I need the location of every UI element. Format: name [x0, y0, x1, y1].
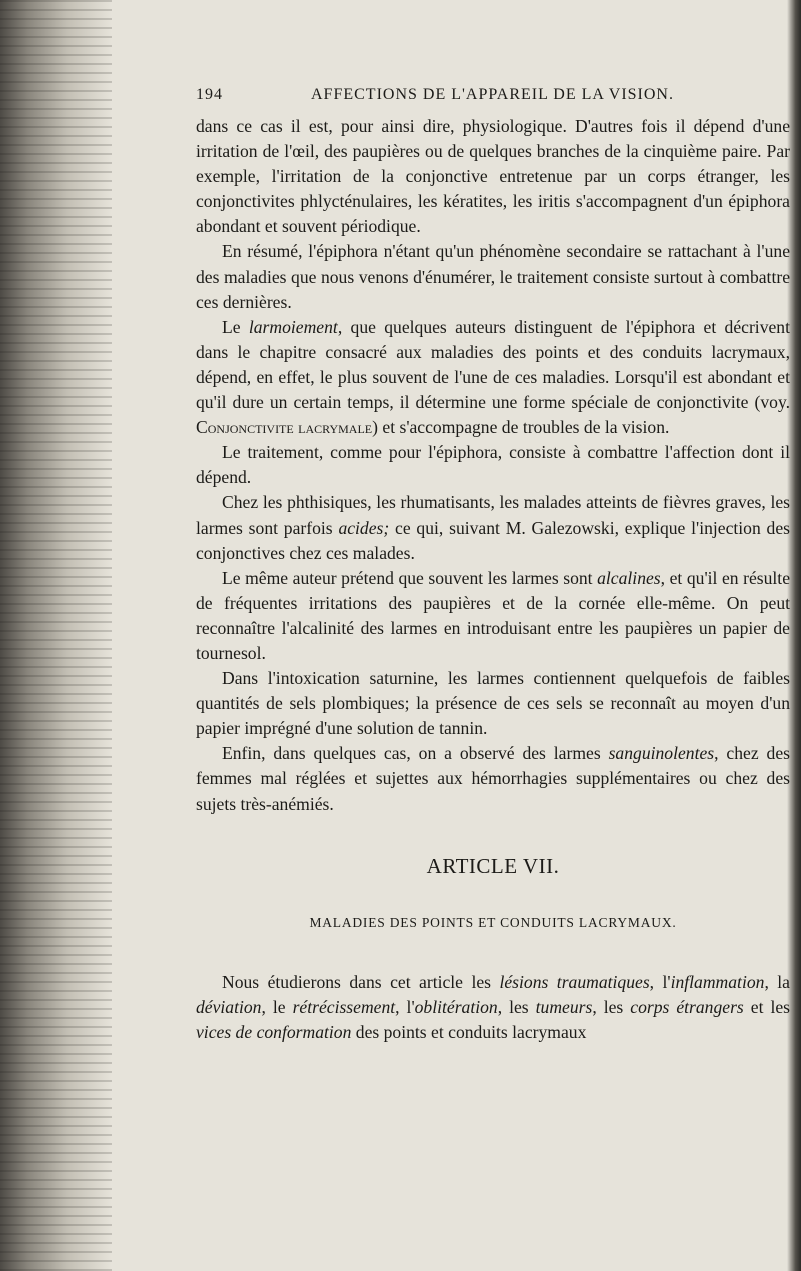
paragraph [196, 566, 790, 666]
italic-term: inflammation [670, 972, 765, 992]
paragraph [196, 440, 790, 490]
italic-term: oblitération [414, 997, 498, 1018]
paragraph [196, 490, 790, 565]
page-gutter-shadow [0, 0, 112, 1271]
italic-term: corps étrangers [630, 997, 744, 1018]
text-run: , la [764, 972, 790, 992]
text-run: En résumé, l'épiphora n'étant qu'un phénomène secondaire se rattachant à l'une des maladies que nous venons d'énumérer, le traitement consiste surtout à combattre ces dernières. [196, 241, 790, 312]
paragraph [196, 741, 790, 816]
text-run: , et qu'il en résulte de fréquentes irritations des paupières et de la cornée elle-même. On peut reconnaître l'alcalinité des larmes en introduisant entre les paupières un papier de tournesol. [196, 567, 790, 663]
italic-term: déviation [196, 997, 262, 1018]
paragraph [196, 114, 790, 239]
text-run: ce qui, suivant M. Galezowski, explique l'injection des conjonctives chez ces malades. [196, 517, 790, 563]
text-run: et les [743, 997, 791, 1018]
text-run: , l' [395, 997, 415, 1018]
text-run: , le [261, 997, 293, 1018]
text-run: Nous étudierons dans cet article les [222, 972, 500, 992]
text-run: Le [222, 316, 249, 337]
text-run: dans ce cas il est, pour ainsi dire, physiologique. D'autres fois il dépend d'une irritation de l'œil, des paupières ou de quelques branches de la cinquième paire. Par exemple, l'irritation de la conjonctive entretenue par un corps étranger, les conjonctivites phlycténulaires, les kératites, les iritis s'accompagnent d'un épiphora abondant et souvent périodique. [196, 116, 790, 237]
paragraph [196, 666, 790, 741]
text-run: ) et s'accompagne de troubles de la vision. [372, 417, 670, 438]
text-run: , l' [649, 972, 671, 992]
small-caps-reference: Conjonctivite lacrymale [196, 417, 373, 438]
running-title: AFFECTIONS DE L'APPAREIL DE LA VISION. [311, 86, 674, 103]
text-run: , que quelques auteurs distinguent de l'épiphora et décrivent dans le chapitre consacré aux maladies des points et des conduits lacrymaux, dépend, en effet, le plus souvent de l'une de ces maladies. Lorsqu'il est abondant et qu'il dure un certain temps, il détermine une forme spéciale de conjonctivite (voy. [196, 316, 790, 413]
main-text [196, 114, 790, 817]
italic-term: larmoiement [248, 316, 338, 337]
italic-term: acides; [338, 517, 390, 538]
text-run: Le traitement, comme pour l'épiphora, consiste à combattre l'affection dont il dépend. [196, 442, 790, 488]
italic-term: alcalines [597, 567, 661, 588]
text-run: , les [497, 997, 536, 1018]
text-run: Chez les phthisiques, les rhumatisants, les malades atteints de fièvres graves, les larmes sont parfois [196, 492, 790, 538]
text-run: , les [592, 997, 631, 1018]
text-run: , chez des femmes mal réglées et sujettes aux hémorrhagies supplémentaires ou chez des sujets très-anémiés. [196, 743, 790, 814]
italic-term: rétrécissement [292, 997, 396, 1018]
text-run: Le même auteur prétend que souvent les larmes sont [222, 567, 598, 588]
article-subtitle: MALADIES DES POINTS ET CONDUITS LACRYMAUX. [309, 915, 677, 930]
text-run: Enfin, dans quelques cas, on a observé des larmes [222, 743, 609, 764]
paragraph [196, 970, 790, 1045]
text-run: des points et conduits lacrymaux [351, 1022, 587, 1043]
paragraph [196, 315, 790, 440]
italic-term: vices de conformation [196, 1022, 352, 1043]
italic-term: tumeurs [535, 997, 593, 1018]
page-number: 194 [196, 86, 223, 103]
italic-term: sanguinolentes [608, 743, 715, 764]
article-title: ARTICLE VII. [426, 854, 560, 878]
paragraph [196, 239, 790, 314]
article-text [196, 970, 790, 1045]
italic-term: lésions traumatiques [499, 972, 650, 992]
text-run: Dans l'intoxication saturnine, les larmes contiennent quelquefois de faibles quantités de sels plombiques; la présence de ces sels se reconnaît au moyen d'un papier imprégné d'une solution de tannin. [196, 668, 790, 739]
running-header [196, 86, 786, 112]
